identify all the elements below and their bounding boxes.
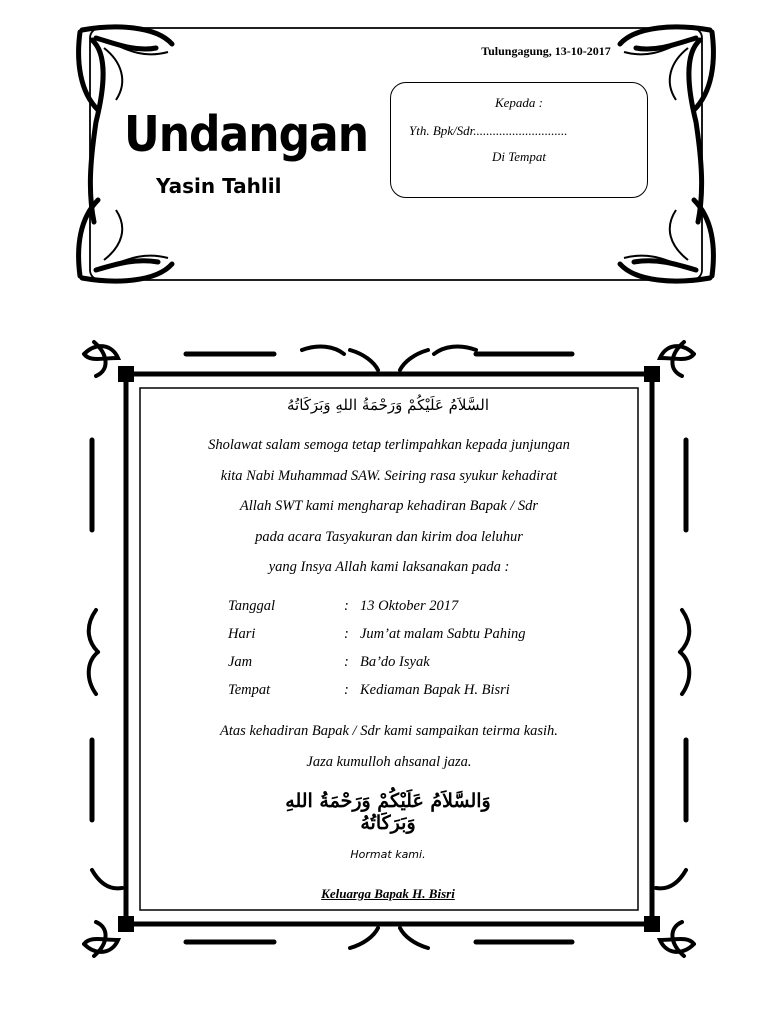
place-date: Tulungagung, 13-10-2017 — [481, 44, 611, 58]
closing-line: Atas kehadiran Bapak / Sdr kami sampaikan teirma kasih. — [220, 723, 558, 739]
intro-paragraph — [174, 430, 604, 583]
detail-colon: : — [344, 682, 349, 698]
recipient-box — [390, 82, 648, 198]
detail-colon: : — [344, 626, 349, 642]
detail-label-date: Tanggal — [228, 598, 276, 614]
detail-value-date: 13 Oktober 2017 — [360, 598, 459, 614]
closing-paragraph — [174, 716, 604, 777]
invitation-card — [82, 340, 696, 958]
intro-line: pada acara Tasyakuran dan kirim doa leluhur — [255, 528, 523, 545]
invitation-subtitle: Yasin Tahlil — [156, 174, 282, 198]
closing-line: Jaza kumulloh ahsanal jaza. — [306, 753, 472, 770]
detail-label-time: Jam — [228, 654, 253, 670]
invitation-title: Undangan — [124, 106, 369, 164]
detail-value-time: Ba’do Isyak — [360, 654, 430, 670]
detail-colon: : — [344, 654, 349, 670]
intro-line: yang Insya Allah kami laksanakan pada : — [268, 559, 510, 575]
detail-value-place: Kediaman Bapak H. Bisri — [360, 682, 510, 698]
recipient-location: Di Tempat — [491, 149, 547, 164]
envelope-card — [76, 22, 716, 284]
recipient-name-line: Yth. Bpk/Sdr............................. — [409, 123, 568, 138]
signature-family: Keluarga Bapak H. Bisri — [321, 886, 455, 901]
intro-line: Allah SWT kami mengharap kehadiran Bapak / Sdr — [239, 498, 539, 514]
intro-line: Sholawat salam semoga tetap terlimpahkan kepada junjungan — [208, 437, 570, 453]
detail-label-day: Hari — [228, 626, 256, 642]
detail-value-day: Jum’at malam Sabtu Pahing — [360, 626, 526, 642]
arabic-greeting-close: وَالسَّلاَمُ عَلَيْكُمْ وَرَحْمَةُ اللهِ وَبَرَكَاتُهُ — [285, 790, 491, 834]
regards-text: Hormat kami. — [350, 848, 426, 861]
detail-label-place: Tempat — [228, 682, 271, 698]
recipient-to-label: Kepada : — [494, 95, 544, 110]
arabic-greeting-open: السَّلاَمُ عَلَيْكُمْ وَرَحْمَةُ اللهِ وَبَرَكَاتُهُ — [287, 396, 489, 414]
intro-line: kita Nabi Muhammad SAW. Seiring rasa syukur kehadirat — [220, 467, 558, 484]
detail-colon: : — [344, 598, 349, 614]
